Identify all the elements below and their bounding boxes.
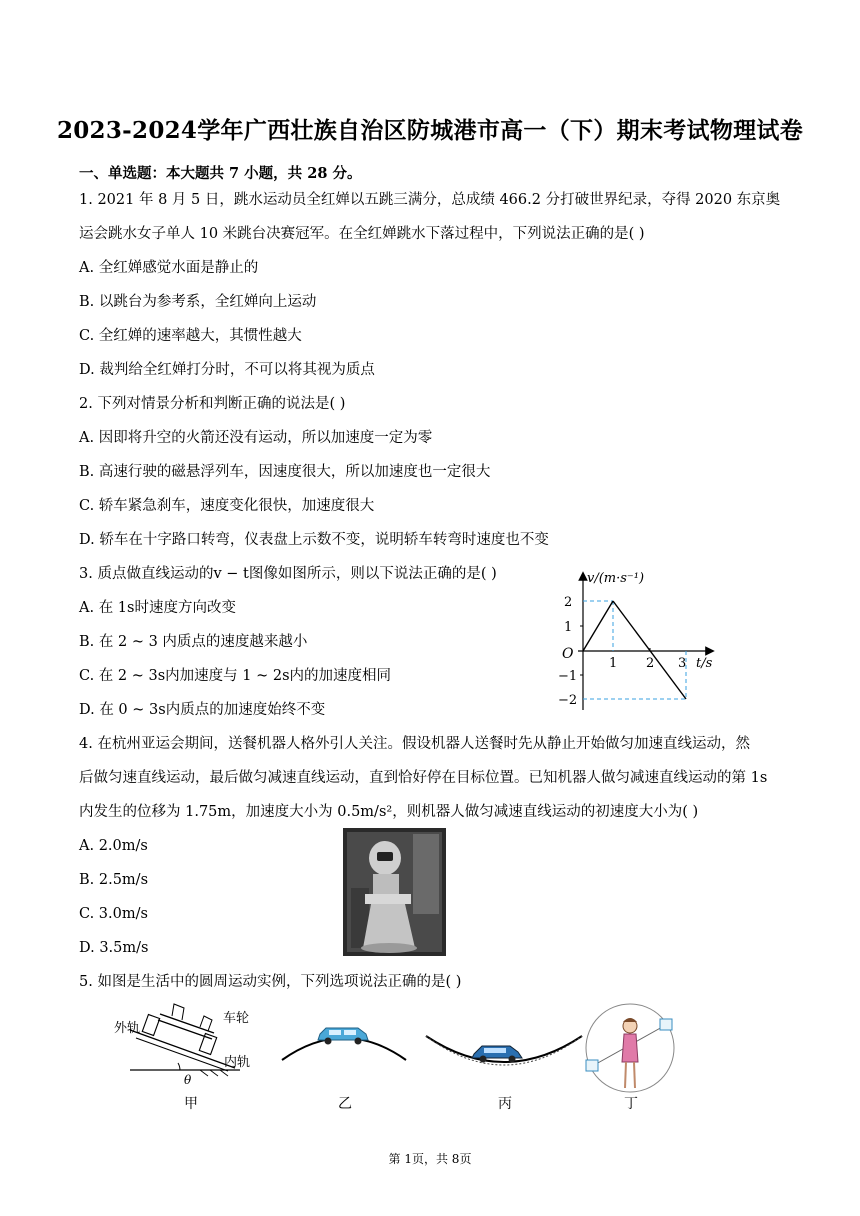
xtick-2: 2 [646,656,655,671]
caption-yi: 乙 [338,1096,352,1112]
caption-ding: 丁 [624,1096,638,1112]
q1-option-d: D. 裁判给全红婵打分时，不可以将其视为质点 [79,362,375,378]
vt-graph [550,560,730,720]
ytick-2: 2 [564,595,573,610]
q4-option-d: D. 3.5m/s [79,940,149,956]
xtick-1: 1 [609,656,618,671]
q4-option-b: B. 2.5m/s [79,872,149,888]
t-axis-label: t/s [696,656,713,671]
q4-stem-line1: 4. 在杭州亚运会期间，送餐机器人格外引人关注。假设机器人送餐时先从静止开始做匀加速直线运动，然 [79,736,750,752]
q4-option-c: C. 3.0m/s [79,906,148,922]
xtick-3: 3 [678,656,687,671]
caption-jia: 甲 [184,1096,198,1112]
q1-option-b: B. 以跳台为参考系，全红婵向上运动 [79,294,317,310]
q4-stem-line3: 内发生的位移为 1.75m，加速度大小为 0.5m/s²，则机器人做匀减速直线运动的初速度大小为( ) [79,804,699,820]
origin-label: O [562,646,574,662]
caption-bing: 丙 [498,1096,512,1112]
label-theta: θ [184,1073,192,1087]
q2-option-c: C. 轿车紧急刹车，速度变化很快，加速度很大 [79,498,375,514]
label-outer-rail: 外轨 [114,1021,141,1036]
q4-option-a: A. 2.0m/s [79,838,148,854]
q1-option-c: C. 全红婵的速率越大，其惯性越大 [79,328,302,344]
q3-stem: 3. 质点做直线运动的v − t图像如图所示，则以下说法正确的是( ) [79,566,497,582]
page-title: 2023-2024学年广西壮族自治区防城港市高一（下）期末考试物理试卷 [56,117,804,144]
q2-option-d: D. 轿车在十字路口转弯，仪表盘上示数不变，说明轿车转弯时速度也不变 [79,532,549,548]
ytick-neg1: −1 [558,669,578,684]
q5-stem: 5. 如图是生活中的圆周运动实例，下列选项说法正确的是( ) [79,974,462,990]
q3-option-d: D. 在 0 ~ 3s内质点的加速度始终不变 [79,702,326,718]
label-inner-rail: 内轨 [224,1055,251,1070]
q2-option-b: B. 高速行驶的磁悬浮列车，因速度很大，所以加速度也一定很大 [79,464,491,480]
ytick-1: 1 [564,620,573,635]
q1-stem-line2: 运会跳水女子单人 10 米跳台决赛冠军。在全红婵跳水下落过程中，下列说法正确的是( ) [79,226,645,242]
q5-figures [100,1000,780,1115]
vt-segment-rise [583,601,613,651]
fig-yi-convex-bridge [282,1028,406,1060]
fig-bing-concave-road [426,1036,582,1065]
q1-option-a: A. 全红婵感觉水面是静止的 [79,260,259,276]
q3-option-c: C. 在 2 ~ 3s内加速度与 1 ~ 2s内的加速度相同 [79,668,392,684]
v-axis-label: v/(m·s⁻¹) [587,571,645,586]
q4-stem-line2: 后做匀速直线运动，最后做匀减速直线运动，直到恰好停在目标位置。已知机器人做匀减速直线运动的第 1s [79,770,768,786]
q3-option-b: B. 在 2 ~ 3 内质点的速度越来越小 [79,634,308,650]
q1-stem-line1: 1. 2021 年 8 月 5 日，跳水运动员全红婵以五跳三满分，总成绩 466.2 分打破世界纪录，夺得 2020 东京奥 [79,192,781,208]
fig-ding-vertical-circle [586,1004,674,1092]
q3-option-a: A. 在 1s时速度方向改变 [79,600,236,616]
ytick-neg2: −2 [558,693,578,708]
robot-photo [343,828,446,956]
q2-option-a: A. 因即将升空的火箭还没有运动，所以加速度一定为零 [79,430,433,446]
page-footer: 第 1页，共 8页 [388,1152,472,1166]
section-heading: 一、单选题：本大题共 7 小题，共 28 分。 [79,165,362,182]
q2-stem: 2. 下列对情景分析和判断正确的说法是( ) [79,396,346,412]
label-wheel: 车轮 [223,1011,250,1026]
